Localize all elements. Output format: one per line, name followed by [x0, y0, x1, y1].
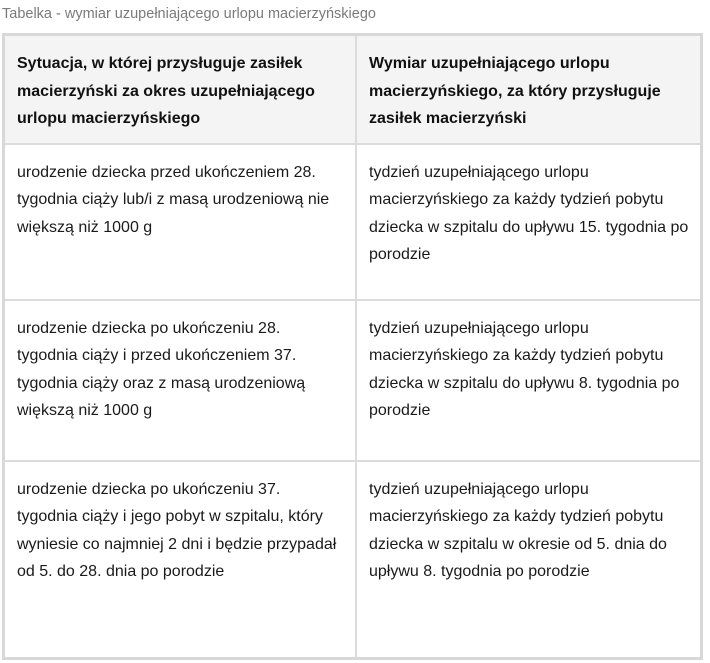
- cell-situation: urodzenie dziecka przed ukończeniem 28. tygodnia ciąży lub/i z masą urodzeniową nie większą niż 1000 g: [5, 144, 356, 300]
- table-row: [5, 144, 700, 300]
- leave-table-container: [2, 33, 703, 660]
- leave-table: [5, 36, 700, 657]
- cell-leave-length: tydzień uzupełniającego urlopu macierzyńskiego za każdy tydzień pobytu dziecka w szpitalu do upływu 8. tygodnia po porodzie: [356, 300, 700, 461]
- table-caption: Tabelka - wymiar uzupełniającego urlopu macierzyńskiego: [2, 6, 376, 22]
- header-leave-length: Wymiar uzupełniającego urlopu macierzyńskiego, za który przysługuje zasiłek macierzyński: [356, 36, 700, 144]
- cell-leave-length: tydzień uzupełniającego urlopu macierzyńskiego za każdy tydzień pobytu dziecka w szpitalu do upływu 15. tygodnia po porodzie: [356, 144, 700, 300]
- cell-leave-length: tydzień uzupełniającego urlopu macierzyńskiego za każdy tydzień pobytu dziecka w szpitalu w okresie od 5. dnia do upływu 8. tygodnia po porodzie: [356, 461, 700, 658]
- cell-situation: urodzenie dziecka po ukończeniu 37. tygodnia ciąży i jego pobyt w szpitalu, który wyniesie co najmniej 2 dni i będzie przypadał od 5. do 28. dnia po porodzie: [5, 461, 356, 658]
- table-row: [5, 300, 700, 461]
- cell-situation: urodzenie dziecka po ukończeniu 28. tygodnia ciąży i przed ukończeniem 37. tygodnia ciąży oraz z masą urodzeniową większą niż 1000 g: [5, 300, 356, 461]
- table-header-row: [5, 36, 700, 144]
- table-row: [5, 461, 700, 658]
- header-situation: Sytuacja, w której przysługuje zasiłek macierzyński za okres uzupełniającego urlopu macierzyńskiego: [5, 36, 356, 144]
